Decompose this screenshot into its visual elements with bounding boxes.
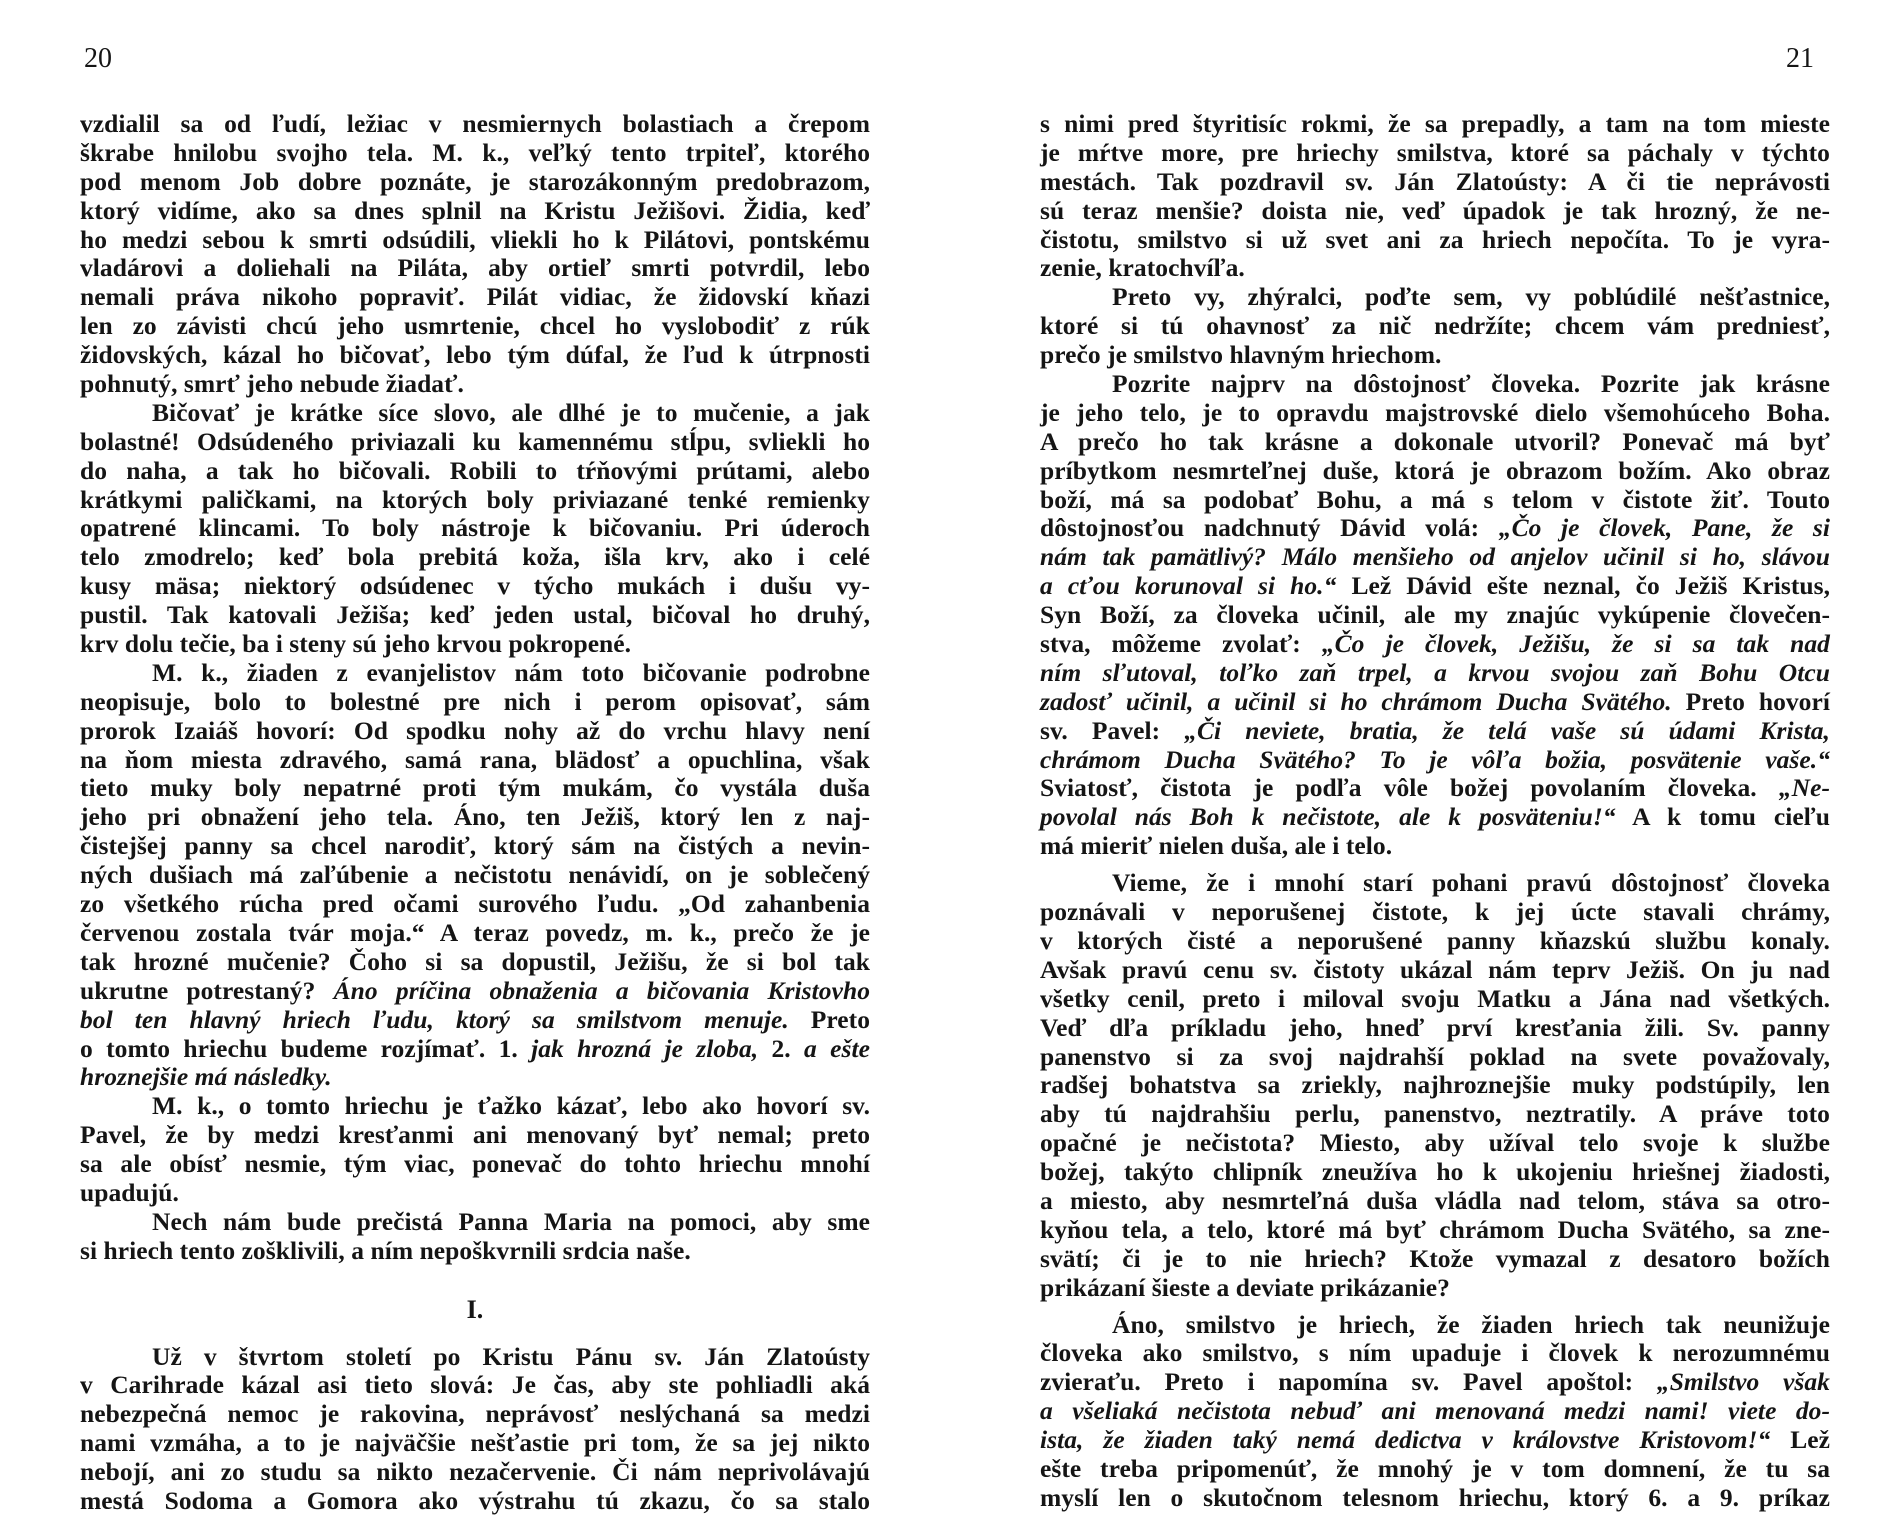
- text-line: [80, 1006, 870, 1035]
- text-line: Preto vy, zhýralci, poďte sem, vy poblúdilé nešťastnice,: [1112, 282, 1830, 312]
- italic-run: zadosť učinil, a učinil si ho chrámom Ducha Svätého.: [1040, 686, 1672, 716]
- text-run: zvieraťu. Preto i napomína sv. Pavel apoštol:: [1040, 1367, 1657, 1397]
- text-line: [1040, 774, 1830, 803]
- text-line: [1040, 803, 1830, 832]
- text-line: Pozrite najprv na dôstojnosť človeka. Pozrite jak krásne: [1112, 369, 1830, 399]
- text-line: Veď dľa príkladu jeho, hneď prví kresťania žili. Sv. panny: [1040, 1012, 1830, 1042]
- italic-run: ním sľutoval, toľko zaň trpel, a krvou svojou zaň Bohu Otcu: [1040, 657, 1830, 687]
- text-run: 2.: [758, 1033, 805, 1063]
- text-run: Lež Dávid ešte neznal, čo Ježiš Kristus,: [1336, 571, 1830, 601]
- italic-run: a cťou korunoval si ho.“: [1040, 571, 1337, 601]
- text-line: nami vzmáha, a to je najväčšie nešťastie pri tom, že sa jej nikto: [80, 1428, 870, 1458]
- italic-run: „Smilstvo však: [1656, 1367, 1830, 1397]
- text-line: telo zmodrelo; keď bola prebitá koža, išla krv, ako i celé: [80, 542, 870, 572]
- text-run: Preto hovorí: [1671, 686, 1830, 716]
- text-line: [1040, 1368, 1830, 1397]
- text-line: opatrené klincami. To boly nástroje k bičovaniu. Pri úderoch: [80, 513, 870, 543]
- text-line: do naha, a tak ho bičovali. Robili to tŕňovými prútami, alebo: [80, 455, 870, 485]
- text-run: sv. Pavel:: [1040, 715, 1185, 745]
- text-run: Preto: [788, 1004, 870, 1034]
- text-line: [80, 1063, 870, 1092]
- text-line: krv dolu tečie, ba i steny sú jeho krvou pokropené.: [80, 629, 632, 659]
- text-line: pohnutý, smrť jeho nebude žiadať.: [80, 369, 464, 399]
- text-line: A prečo ho tak krásne a dokonale utvoril? Ponevač má byť: [1040, 426, 1830, 456]
- text-line: božej, takýto chlipník zneužíva ho k ukojeniu hriešnej žiadosti,: [1040, 1157, 1830, 1187]
- text-line: [1040, 717, 1830, 746]
- text-line: je jeho telo, je to opravdu majstrovské dielo všemohúceho Boha.: [1040, 397, 1830, 427]
- text-line: a miesto, aby nesmrteľná duša vládla nad telom, stáva sa otro-: [1040, 1185, 1830, 1215]
- text-line: Avšak pravú cenu sv. čistoty ukázal nám teprv Ježiš. On ju nad: [1040, 954, 1830, 984]
- text-line: pustil. Tak katovali Ježiša; keď jeden ustal, bičoval ho druhý,: [80, 600, 870, 630]
- text-line: v ktorých čisté a neporušené panny kňazskú službu konaly.: [1040, 925, 1830, 955]
- text-line: upadujú.: [80, 1177, 179, 1207]
- text-line: ktoré si tú ohavnosť za nič nedržíte; chcem vám predniesť,: [1040, 311, 1830, 341]
- right-page: [952, 0, 1904, 1512]
- text-line: svätí; či je to nie hriech? Ktože vymazal z desatoro božích: [1040, 1243, 1830, 1273]
- left-page: [0, 0, 952, 1515]
- text-line: M. k., o tomto hriechu je ťažko kázať, lebo ako hovorí sv.: [152, 1091, 870, 1121]
- text-line: čistotu, smilstvo si už svet ani za hriech nepočíta. To je vyra-: [1040, 224, 1830, 254]
- text-line: v Carihrade kázal asi tieto slová: Je čas, aby ste pohliadli aká: [80, 1370, 870, 1400]
- text-line: ktorý vidíme, ako sa dnes splnil na Kristu Ježišovi. Židia, keď: [80, 195, 870, 225]
- text-line: [80, 1035, 870, 1064]
- text-line: zo všetkého rúcha pred očami surového ľudu. „Od zahanbenia: [80, 889, 870, 919]
- text-line: panenstvo si za svoj najdrahší poklad na svete považovaly,: [1040, 1041, 1830, 1071]
- text-line: ešte treba pripomenúť, že mnohý je v tom domnení, že tu sa: [1040, 1453, 1830, 1483]
- italic-run: a všeliaká nečistota nebuď ani menovaná medzi nami! viete do-: [1040, 1396, 1830, 1426]
- text-line: kusy mäsa; niektorý odsúdenec v týcho mukách i dušu vy-: [80, 571, 870, 601]
- italic-run: ista, že žiaden taký nemá dedictva v královstve Kristovom!“: [1040, 1425, 1771, 1455]
- text-line: [1040, 746, 1830, 775]
- text-line: [1040, 572, 1830, 601]
- text-line: Vieme, že i mnohí starí pohani pravú dôstojnosť človeka: [1112, 868, 1830, 898]
- text-line: opačné je nečistota? Miesto, aby užíval telo svoje k službe: [1040, 1128, 1830, 1158]
- text-line: [1040, 630, 1830, 659]
- text-line: zenie, kratochvíľa.: [1040, 253, 1245, 283]
- text-line: krátkymi paličkami, na ktorých boly priviazané tenké remienky: [80, 484, 870, 514]
- text-line: jeho pri obnažení jeho tela. Áno, ten Ježiš, ktorý len z naj-: [80, 802, 870, 832]
- text-line: mestách. Tak pozdravil sv. Ján Zlatoústy: A či tie neprávosti: [1040, 166, 1830, 196]
- text-run: dôstojnosťou nadchnutý Dávid volá:: [1040, 513, 1499, 543]
- text-line: vladárovi a doliehali na Piláta, aby ortieľ smrti potvrdil, lebo: [80, 253, 870, 283]
- italic-run: „Čo je človek, Pane, že si: [1498, 513, 1830, 543]
- italic-run: nám tak pamätlivý? Málo menšieho od anjelov učinil si ho, slávou: [1040, 542, 1830, 572]
- italic-run: a ešte: [804, 1033, 870, 1063]
- text-line: človeka ako smilstvo, s ním upaduje i človek k nerozumnému: [1040, 1338, 1830, 1368]
- text-line: M. k., žiaden z evanjelistov nám toto bičovanie podrobne: [152, 657, 870, 687]
- text-line: poznávali v neporušenej čistote, k jej úcte stavali chrámy,: [1040, 897, 1830, 927]
- text-line: tieto muky boly nepatrné proti tým mukám, čo vystála duša: [80, 773, 870, 803]
- text-line: si hriech tento zošklivili, a ním nepoškvrnili srdcia naše.: [80, 1235, 691, 1265]
- text-line: prečo je smilstvo hlavným hriechom.: [1040, 340, 1442, 370]
- text-line: Bičovať je krátke síce slovo, ale dlhé je to mučenie, a jak: [152, 397, 870, 427]
- italic-run: Áno príčina obnaženia a bičovania Kristovho: [333, 975, 870, 1005]
- italic-run: chrámom Ducha Svätého? To je vôľa božia, posvätenie vaše.“: [1040, 744, 1830, 774]
- text-line: [1040, 688, 1830, 717]
- text-run: ukrutne potrestaný?: [80, 975, 334, 1005]
- text-line: neopisuje, bolo to bolestné pre nich i perom opisovať, sám: [80, 686, 870, 716]
- text-line: červenou zostala tvár moja.“ A teraz povedz, m. k., prečo že je: [80, 917, 870, 947]
- text-line: [1040, 1426, 1830, 1455]
- text-line: nebojí, ani zo studu sa nikto nezačervenie. Či nám neprivolávajú: [80, 1457, 870, 1487]
- text-line: prikázaní šieste a deviate prikázanie?: [1040, 1272, 1450, 1302]
- text-line: kyňou tela, a telo, ktoré má byť chrámom Ducha Svätého, sa zne-: [1040, 1214, 1830, 1244]
- page-number-right: 21: [1786, 43, 1814, 74]
- text-line: má mieriť nielen duša, ale i telo.: [1040, 831, 1393, 861]
- italic-run: povolal nás Boh k nečistote, ale k posväteniu!“: [1040, 802, 1616, 832]
- text-line: škrabe hnilobu svojho tela. M. k., veľký tento trpiteľ, ktorého: [80, 137, 870, 167]
- text-run: Sviatosť, čistota je podľa vôle božej povolaním človeka.: [1040, 773, 1779, 803]
- text-line: [1040, 543, 1830, 572]
- page-number-left: 20: [84, 43, 112, 74]
- text-line: je mŕtve more, pre hriechy smilstva, ktoré sa páchaly v týchto: [1040, 137, 1830, 167]
- text-line: aby tú najdrahšiu perlu, panenstvo, neztratily. A práve toto: [1040, 1099, 1830, 1129]
- text-line: ho medzi sebou k smrti odsúdili, vliekli ho k Pilátovi, pontskému: [80, 224, 870, 254]
- section-heading: I.: [466, 1294, 484, 1324]
- text-line: [1040, 1397, 1830, 1426]
- text-line: príbytkom nesmrteľnej duše, ktorá je obrazom božím. Ako obraz: [1040, 455, 1830, 485]
- text-line: radšej bohatstva sa zriekly, najhroznejšie muky podstúpily, len: [1040, 1070, 1830, 1100]
- italic-run: jak hrozná je zloba,: [531, 1033, 759, 1063]
- left-text-column: [80, 110, 870, 1516]
- text-line: Pavel, že by medzi kresťanmi ani menovaný byť nemal; preto: [80, 1120, 870, 1150]
- text-line: sú teraz menšie? doista nie, veď úpadok je tak hrozný, že ne-: [1040, 195, 1830, 225]
- italic-run: bol ten hlavný hriech ľudu, ktorý sa smilstvom menuje.: [80, 1004, 789, 1034]
- text-line: [80, 977, 870, 1006]
- text-line: Syn Boží, za človeka učinil, ale my znajúc vykúpenie človečen-: [1040, 600, 1830, 630]
- text-line: Áno, smilstvo je hriech, že žiaden hriech tak neunižuje: [1112, 1309, 1830, 1339]
- text-line: tak hrozné mučenie? Čoho si sa dopustil, Ježišu, že si bol tak: [80, 946, 870, 976]
- text-line: čistejšej panny sa chcel narodiť, ktorý sám na čistých a nevin-: [80, 831, 870, 861]
- text-line: bolastné! Odsúdeného priviazali ku kamennému stĺpu, svliekli ho: [80, 426, 870, 456]
- text-line: na ňom miesta zdravého, samá rana, blädosť a opuchlina, však: [80, 744, 870, 774]
- text-line: s nimi pred štyritisíc rokmi, že sa prepadly, a tam na tom mieste: [1040, 109, 1830, 138]
- text-line: nebezpečná nemoc je rakovina, neprávosť neslýchaná sa medzi: [80, 1399, 870, 1429]
- text-run: o tomto hriechu budeme rozjímať. 1.: [80, 1033, 532, 1063]
- italic-run: „Ne-: [1778, 773, 1830, 803]
- text-line: nemali práva nikoho popraviť. Pilát vidiac, že židovskí kňazi: [80, 282, 870, 312]
- italic-run: hroznejšie má následky.: [80, 1062, 332, 1092]
- text-run: A k tomu cieľu: [1615, 802, 1830, 832]
- right-text-column: [1040, 110, 1830, 1513]
- text-line: len zo závisti chcú jeho usmrtenie, chcel ho vyslobodiť z rúk: [80, 311, 870, 341]
- text-line: všetky cenil, preto i miloval svoju Matku a Jána nad všetkých.: [1040, 983, 1830, 1013]
- text-line: mestá Sodoma a Gomora ako výstrahu tú zkazu, čo sa stalo: [80, 1485, 870, 1515]
- italic-run: „Čo je človek, Ježišu, že si sa tak nad: [1321, 629, 1830, 659]
- italic-run: „Či neviete, bratia, že telá vaše sú údami Krista,: [1184, 715, 1830, 745]
- text-line: boží, má sa podobať Bohu, a má s telom v čistote žiť. Touto: [1040, 484, 1830, 514]
- text-line: Už v štvrtom století po Kristu Pánu sv. Ján Zlatoústy: [152, 1341, 870, 1371]
- text-line: prorok Izaiáš hovorí: Od spodku nohy až do vrchu hlavy není: [80, 715, 870, 745]
- text-line: židovských, kázal ho bičovať, lebo tým dúfal, že ľud k útrpnosti: [80, 340, 870, 370]
- text-line: ných dušiach má zaľúbenie a nečistotu nenávidí, on je soblečený: [80, 860, 870, 890]
- text-line: pod menom Job dobre poznáte, je starozákonným predobrazom,: [80, 166, 870, 196]
- text-line: [1040, 514, 1830, 543]
- text-line: myslí len o skutočnom telesnom hriechu, ktorý 6. a 9. príkaz: [1040, 1482, 1830, 1512]
- text-line: Nech nám bude prečistá Panna Maria na pomoci, aby sme: [152, 1206, 870, 1236]
- text-run: stva, môžeme zvolať:: [1040, 629, 1322, 659]
- text-line: vzdialil sa od ľudí, ležiac v nesmiernych bolastiach a črepom: [80, 109, 870, 138]
- text-run: Lež: [1770, 1425, 1830, 1455]
- text-line: [1040, 659, 1830, 688]
- text-line: sa ale obísť nesmie, tým viac, ponevač do tohto hriechu mnohí: [80, 1149, 870, 1179]
